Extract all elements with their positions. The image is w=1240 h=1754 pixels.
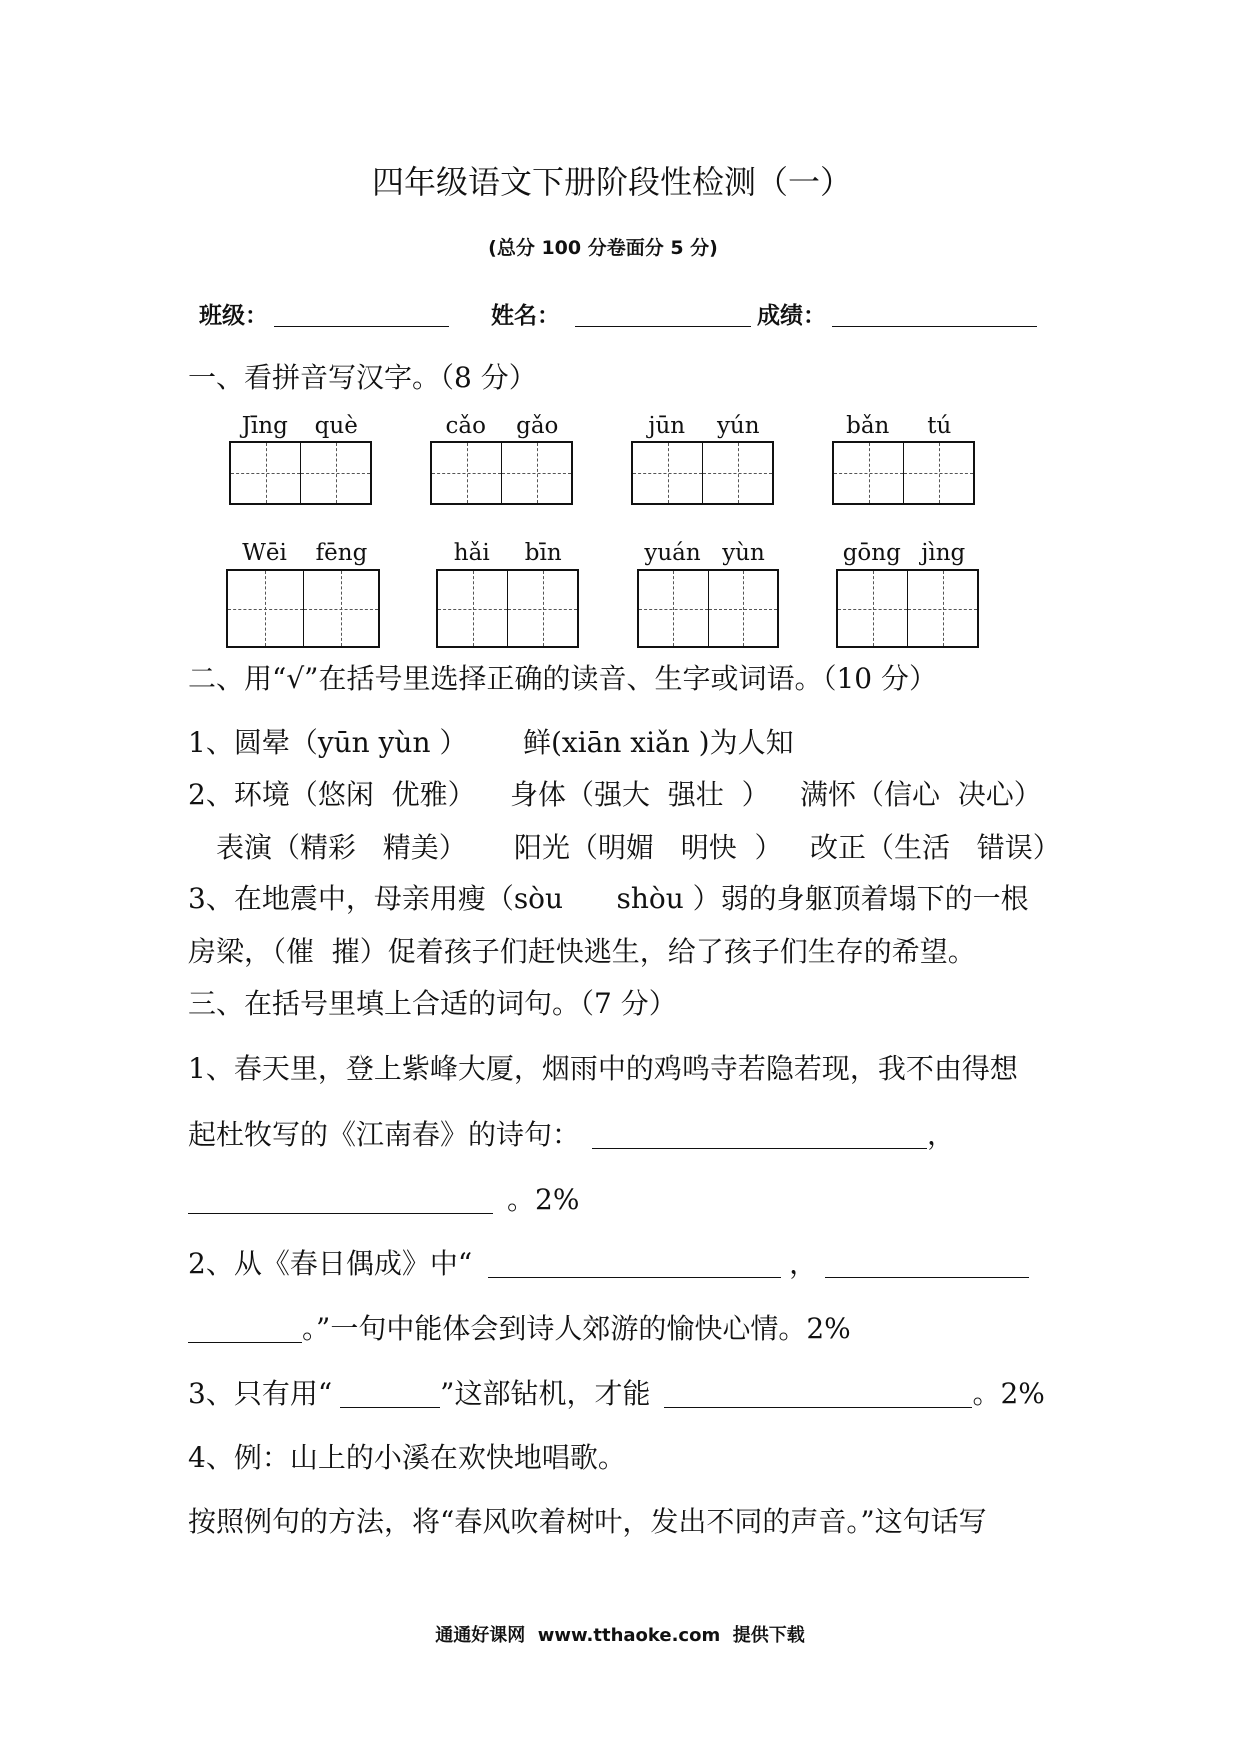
- s2-q1-choice-a: 1、圆晕（yūn yùn ）: [188, 726, 468, 759]
- character-writing-grid: [637, 569, 779, 648]
- character-cell: [228, 571, 303, 646]
- character-cell: [633, 443, 702, 503]
- s3-q2-line2-text: 。”一句中能体会到诗人郊游的愉快心情。2%: [302, 1312, 851, 1345]
- pinyin-syllable: yuán: [644, 540, 701, 566]
- pinyin-label: [832, 411, 975, 441]
- answer-blank-line: [340, 1407, 440, 1408]
- character-cell: [303, 571, 379, 646]
- s3-q2-line2: [188, 1309, 851, 1349]
- s3-q4-line1: 4、例：山上的小溪在欢快地唱歌。: [188, 1441, 626, 1474]
- pinyin-label: [226, 538, 380, 568]
- s3-q1-line3: [188, 1180, 579, 1220]
- character-writing-grid: [832, 441, 975, 505]
- character-cell: [708, 571, 778, 646]
- pinyin-syllable: bīn: [524, 540, 562, 566]
- footer-source-text: 通通好课网 www.tthaoke.com 提供下载: [435, 1625, 805, 1646]
- character-cell: [432, 443, 501, 503]
- section2-heading: 二、用“√”在括号里选择正确的读音、生字或词语。（10 分）: [188, 662, 938, 695]
- pinyin-label: [436, 538, 579, 568]
- character-cell: [907, 571, 977, 646]
- page-title: 四年级语文下册阶段性检测（一）: [371, 163, 852, 201]
- s2-q1-choice-b: 鲜(xiān xiǎn )为人知: [523, 726, 794, 759]
- pinyin-syllable: què: [314, 413, 358, 439]
- answer-blank-line: [188, 1213, 493, 1214]
- character-cell: [903, 443, 973, 503]
- s3-q1-line2: [188, 1115, 955, 1155]
- pinyin-syllable: yún: [716, 413, 760, 439]
- character-writing-grid: [430, 441, 573, 505]
- pinyin-syllable: gōng: [842, 540, 901, 566]
- name-blank-line: [575, 326, 751, 327]
- pinyin-label: [637, 538, 779, 568]
- class-label: 班级：: [199, 303, 268, 329]
- pinyin-syllable: jūn: [648, 413, 686, 439]
- s3-q2-line1: [188, 1244, 1029, 1284]
- section3-heading: 三、在括号里填上合适的词句。（7 分）: [188, 987, 677, 1020]
- character-writing-grid: [226, 569, 380, 648]
- pinyin-syllable: jìng: [921, 540, 966, 566]
- character-writing-grid: [229, 441, 372, 505]
- character-cell: [834, 443, 903, 503]
- pinyin-syllable: yùn: [722, 540, 765, 566]
- pinyin-syllable: gǎo: [516, 413, 559, 439]
- character-cell: [501, 443, 571, 503]
- pinyin-syllable: bǎn: [846, 413, 890, 439]
- s2-q2-choice-b: 身体（强大 强壮 ）: [510, 778, 770, 811]
- s2-q2-choice-d: 表演（精彩 精美）: [216, 831, 467, 864]
- pinyin-syllable: cǎo: [445, 413, 486, 439]
- character-writing-grid: [631, 441, 774, 505]
- character-cell: [438, 571, 507, 646]
- s3-q1-line1: 1、春天里，登上紫峰大厦，烟雨中的鸡鸣寺若隐若现，我不由得想: [188, 1052, 1018, 1085]
- character-cell: [507, 571, 577, 646]
- s3-q2-line1-text: 2、从《春日偶成》中“: [188, 1247, 473, 1280]
- pinyin-label: [631, 411, 774, 441]
- s3-q3-middle: ”这部钻机，才能: [440, 1377, 651, 1410]
- pinyin-label: [430, 411, 573, 441]
- character-cell: [702, 443, 772, 503]
- s2-q3-line2: 房梁，（催 摧）促着孩子们赶快逃生，给了孩子们生存的希望。: [188, 935, 976, 968]
- s2-q3-line1: 3、在地震中，母亲用瘦（sòu shòu ）弱的身躯顶着塌下的一根: [188, 882, 1029, 915]
- pinyin-syllable: Jīng: [241, 413, 288, 439]
- pinyin-label: [229, 411, 372, 441]
- answer-blank-line: [488, 1277, 781, 1278]
- student-info-row: [0, 298, 1240, 334]
- s3-q1-line2-comma: ，: [927, 1118, 956, 1151]
- s2-q2-choice-e: 阳光（明媚 明快 ）: [514, 831, 783, 864]
- s3-q2-line1-comma: ，: [789, 1247, 818, 1280]
- character-cell: [838, 571, 907, 646]
- s3-q4-line2: 按照例句的方法，将“春风吹着树叶，发出不同的声音。”这句话写: [188, 1505, 987, 1538]
- s3-q1-line3-text: 。2%: [507, 1183, 580, 1216]
- character-writing-grid: [436, 569, 579, 648]
- answer-blank-line: [664, 1407, 972, 1408]
- score-label: 成绩：: [757, 303, 826, 329]
- class-blank-line: [274, 326, 449, 327]
- section1-heading: 一、看拼音写汉字。（8 分）: [188, 361, 537, 394]
- s2-q2-choice-f: 改正（生活 错误）: [810, 831, 1061, 864]
- score-subtitle: (总分 100 分卷面分 5 分): [488, 237, 718, 259]
- character-cell: [231, 443, 300, 503]
- character-cell: [639, 571, 708, 646]
- answer-blank-line: [592, 1148, 927, 1149]
- s3-q1-line2-text: 起杜牧写的《江南春》的诗句：: [188, 1118, 581, 1151]
- pinyin-label: [836, 538, 979, 568]
- s2-q2-choice-a: 2、环境（悠闲 优雅）: [188, 778, 476, 811]
- answer-blank-line: [825, 1277, 1029, 1278]
- character-cell: [300, 443, 370, 503]
- pinyin-syllable: fēng: [315, 540, 368, 566]
- s3-q3-line: [188, 1374, 1045, 1414]
- answer-blank-line: [188, 1342, 302, 1343]
- s3-q3-prefix: 3、只有用“: [188, 1377, 333, 1410]
- pinyin-syllable: tú: [927, 413, 952, 439]
- s3-q3-suffix: 。2%: [972, 1377, 1045, 1410]
- s2-q2-choice-c: 满怀（信心 决心）: [800, 778, 1042, 811]
- score-blank-line: [832, 326, 1037, 327]
- name-label: 姓名：: [491, 303, 560, 329]
- character-writing-grid: [836, 569, 979, 648]
- pinyin-syllable: Wēi: [242, 540, 287, 566]
- pinyin-syllable: hǎi: [453, 540, 490, 566]
